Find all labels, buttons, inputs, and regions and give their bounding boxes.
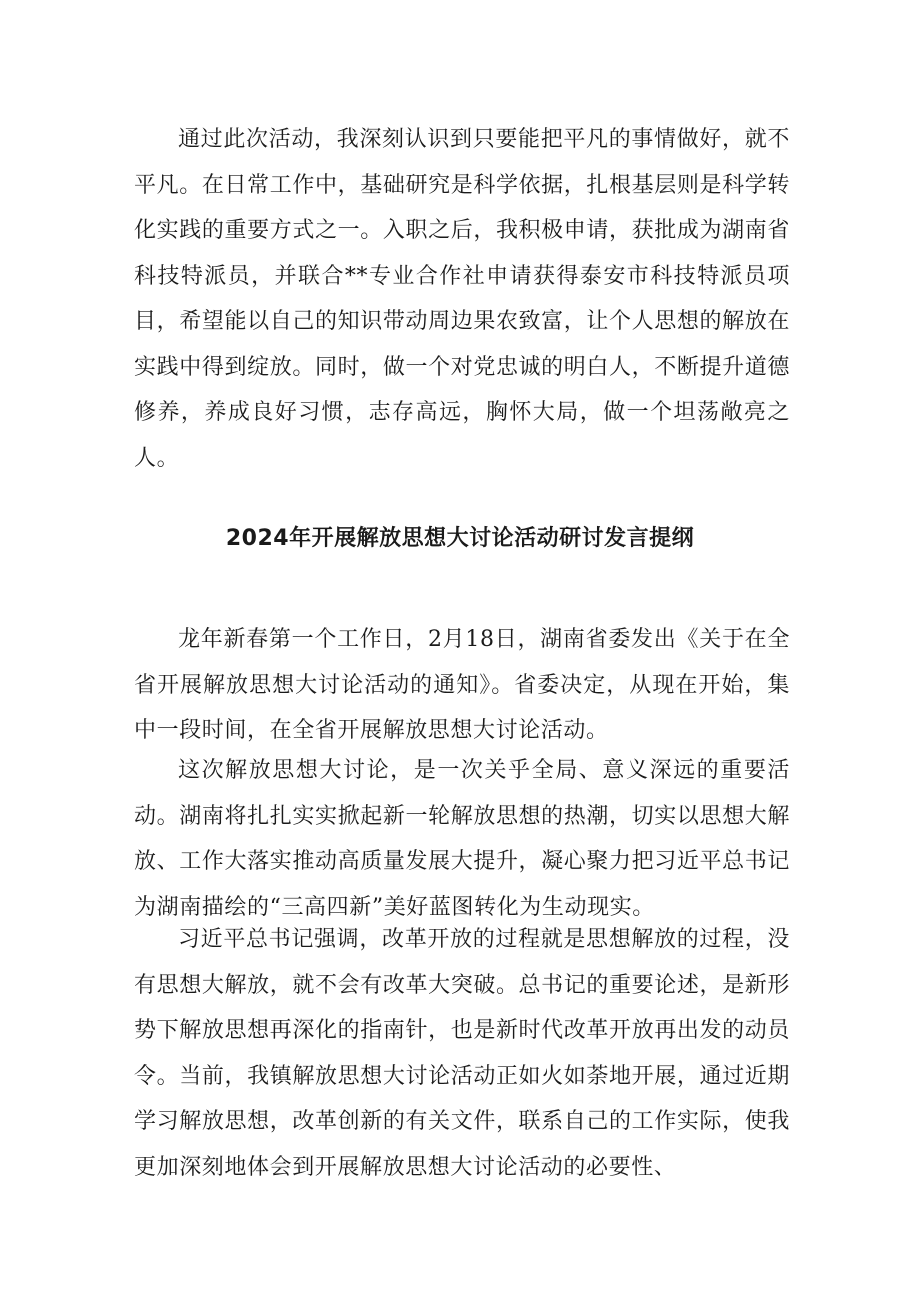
- body-paragraph: [134, 917, 790, 1190]
- paragraph-text: 龙年新春第一个工作日，2月18日，湖南省委发出《关于在全省开展解放思想大讨论活动的通知》。省委决定，从现在开始，集中一段时间，在全省开展解放思想大讨论活动。: [134, 627, 790, 743]
- paragraph-text: 习近平总书记强调，改革开放的过程就是思想解放的过程，没有思想大解放，就不会有改革大突破。总书记的重要论述，是新形势下解放思想再深化的指南针，也是新时代改革开放再出发的动员令。当前，我镇解放思想大讨论活动正如火如荼地开展，通过近期学习解放思想，改革创新的有关文件，联系自己的工作实际，使我更加深刻地体会到开展解放思想大讨论活动的必要性、: [134, 927, 790, 1180]
- body-paragraph: [134, 617, 790, 754]
- paragraph-text: 这次解放思想大讨论，是一次关乎全局、意义深远的重要活动。湖南将扎扎实实掀起新一轮解放思想的热潮，切实以思想大解放、工作大落实推动高质量发展大提升，凝心聚力把习近平总书记为湖南描绘的“三高四新”美好蓝图转化为生动现实。: [134, 758, 790, 920]
- paragraph-text: 通过此次活动，我深刻认识到只要能把平凡的事情做好，就不平凡。在日常工作中，基础研究是科学依据，扎根基层则是科学转化实践的重要方式之一。入职之后，我积极申请，获批成为湖南省科技特派员，并联合**专业合作社申请获得泰安市科技特派员项目，希望能以自己的知识带动周边果农致富，让个人思想的解放在实践中得到绽放。同时，做一个对党忠诚的明白人，不断提升道德修养，养成良好习惯，志存高远，胸怀大局，做一个坦荡敞亮之人。: [134, 127, 790, 471]
- body-paragraph: [134, 748, 790, 930]
- intro-paragraph: [134, 117, 790, 481]
- document-title: 2024年开展解放思想大讨论活动研讨发言提纲: [225, 526, 695, 551]
